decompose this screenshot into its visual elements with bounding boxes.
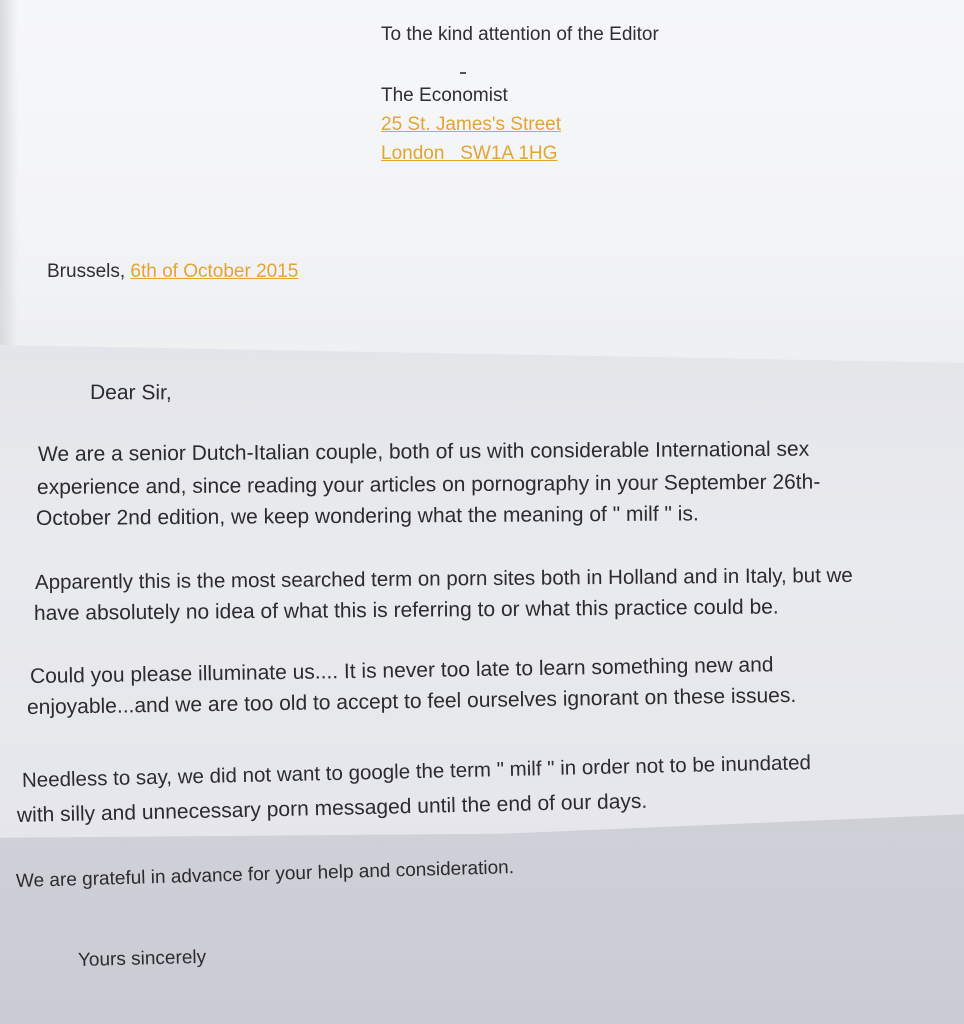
recipient-name: The Economist xyxy=(381,85,508,106)
salutation: Dear Sir, xyxy=(89,381,172,405)
recipient-city: London SW1A 1HG xyxy=(381,143,558,164)
dateline-date: 6th of October 2015 xyxy=(130,261,299,282)
attention-line: To the kind attention of the Editor xyxy=(381,24,659,45)
recipient-street: 25 St. James's Street xyxy=(381,114,561,135)
dateline-place: Brussels, xyxy=(47,261,131,282)
paragraph-1-line-1: We are a senior Dutch-Italian couple, both of us with considerable International sex xyxy=(37,437,810,466)
ink-speck xyxy=(460,72,466,74)
closing-line: Yours sincerely xyxy=(77,946,207,971)
paragraph-2-line-2: have absolutely no idea of what this is referring to or what this practice could be. xyxy=(33,595,779,625)
paragraph-1-line-2: experience and, since reading your articles on pornography in your September 26th- xyxy=(36,470,821,499)
paper-top-section xyxy=(0,0,964,364)
paragraph-4-line-1: Needless to say, we did not want to google the term " milf " in order not to be inundated xyxy=(21,751,812,792)
paper-edge-shadow xyxy=(0,0,18,360)
paragraph-3-line-2: enjoyable...and we are too old to accept to feel ourselves ignorant on these issues. xyxy=(26,683,797,719)
paragraph-4-line-2: with silly and unnecessary porn messaged until the end of our days. xyxy=(16,789,648,827)
paragraph-1-line-3: October 2nd edition, we keep wondering what the meaning of " milf " is. xyxy=(35,502,699,530)
paragraph-3-line-1: Could you please illuminate us.... It is never too late to learn something new and xyxy=(29,653,774,688)
paragraph-2-line-1: Apparently this is the most searched term on porn sites both in Holland and in Italy, but we xyxy=(34,563,853,594)
dateline xyxy=(47,259,298,285)
thanks-line: We are grateful in advance for your help and consideration. xyxy=(15,857,515,892)
